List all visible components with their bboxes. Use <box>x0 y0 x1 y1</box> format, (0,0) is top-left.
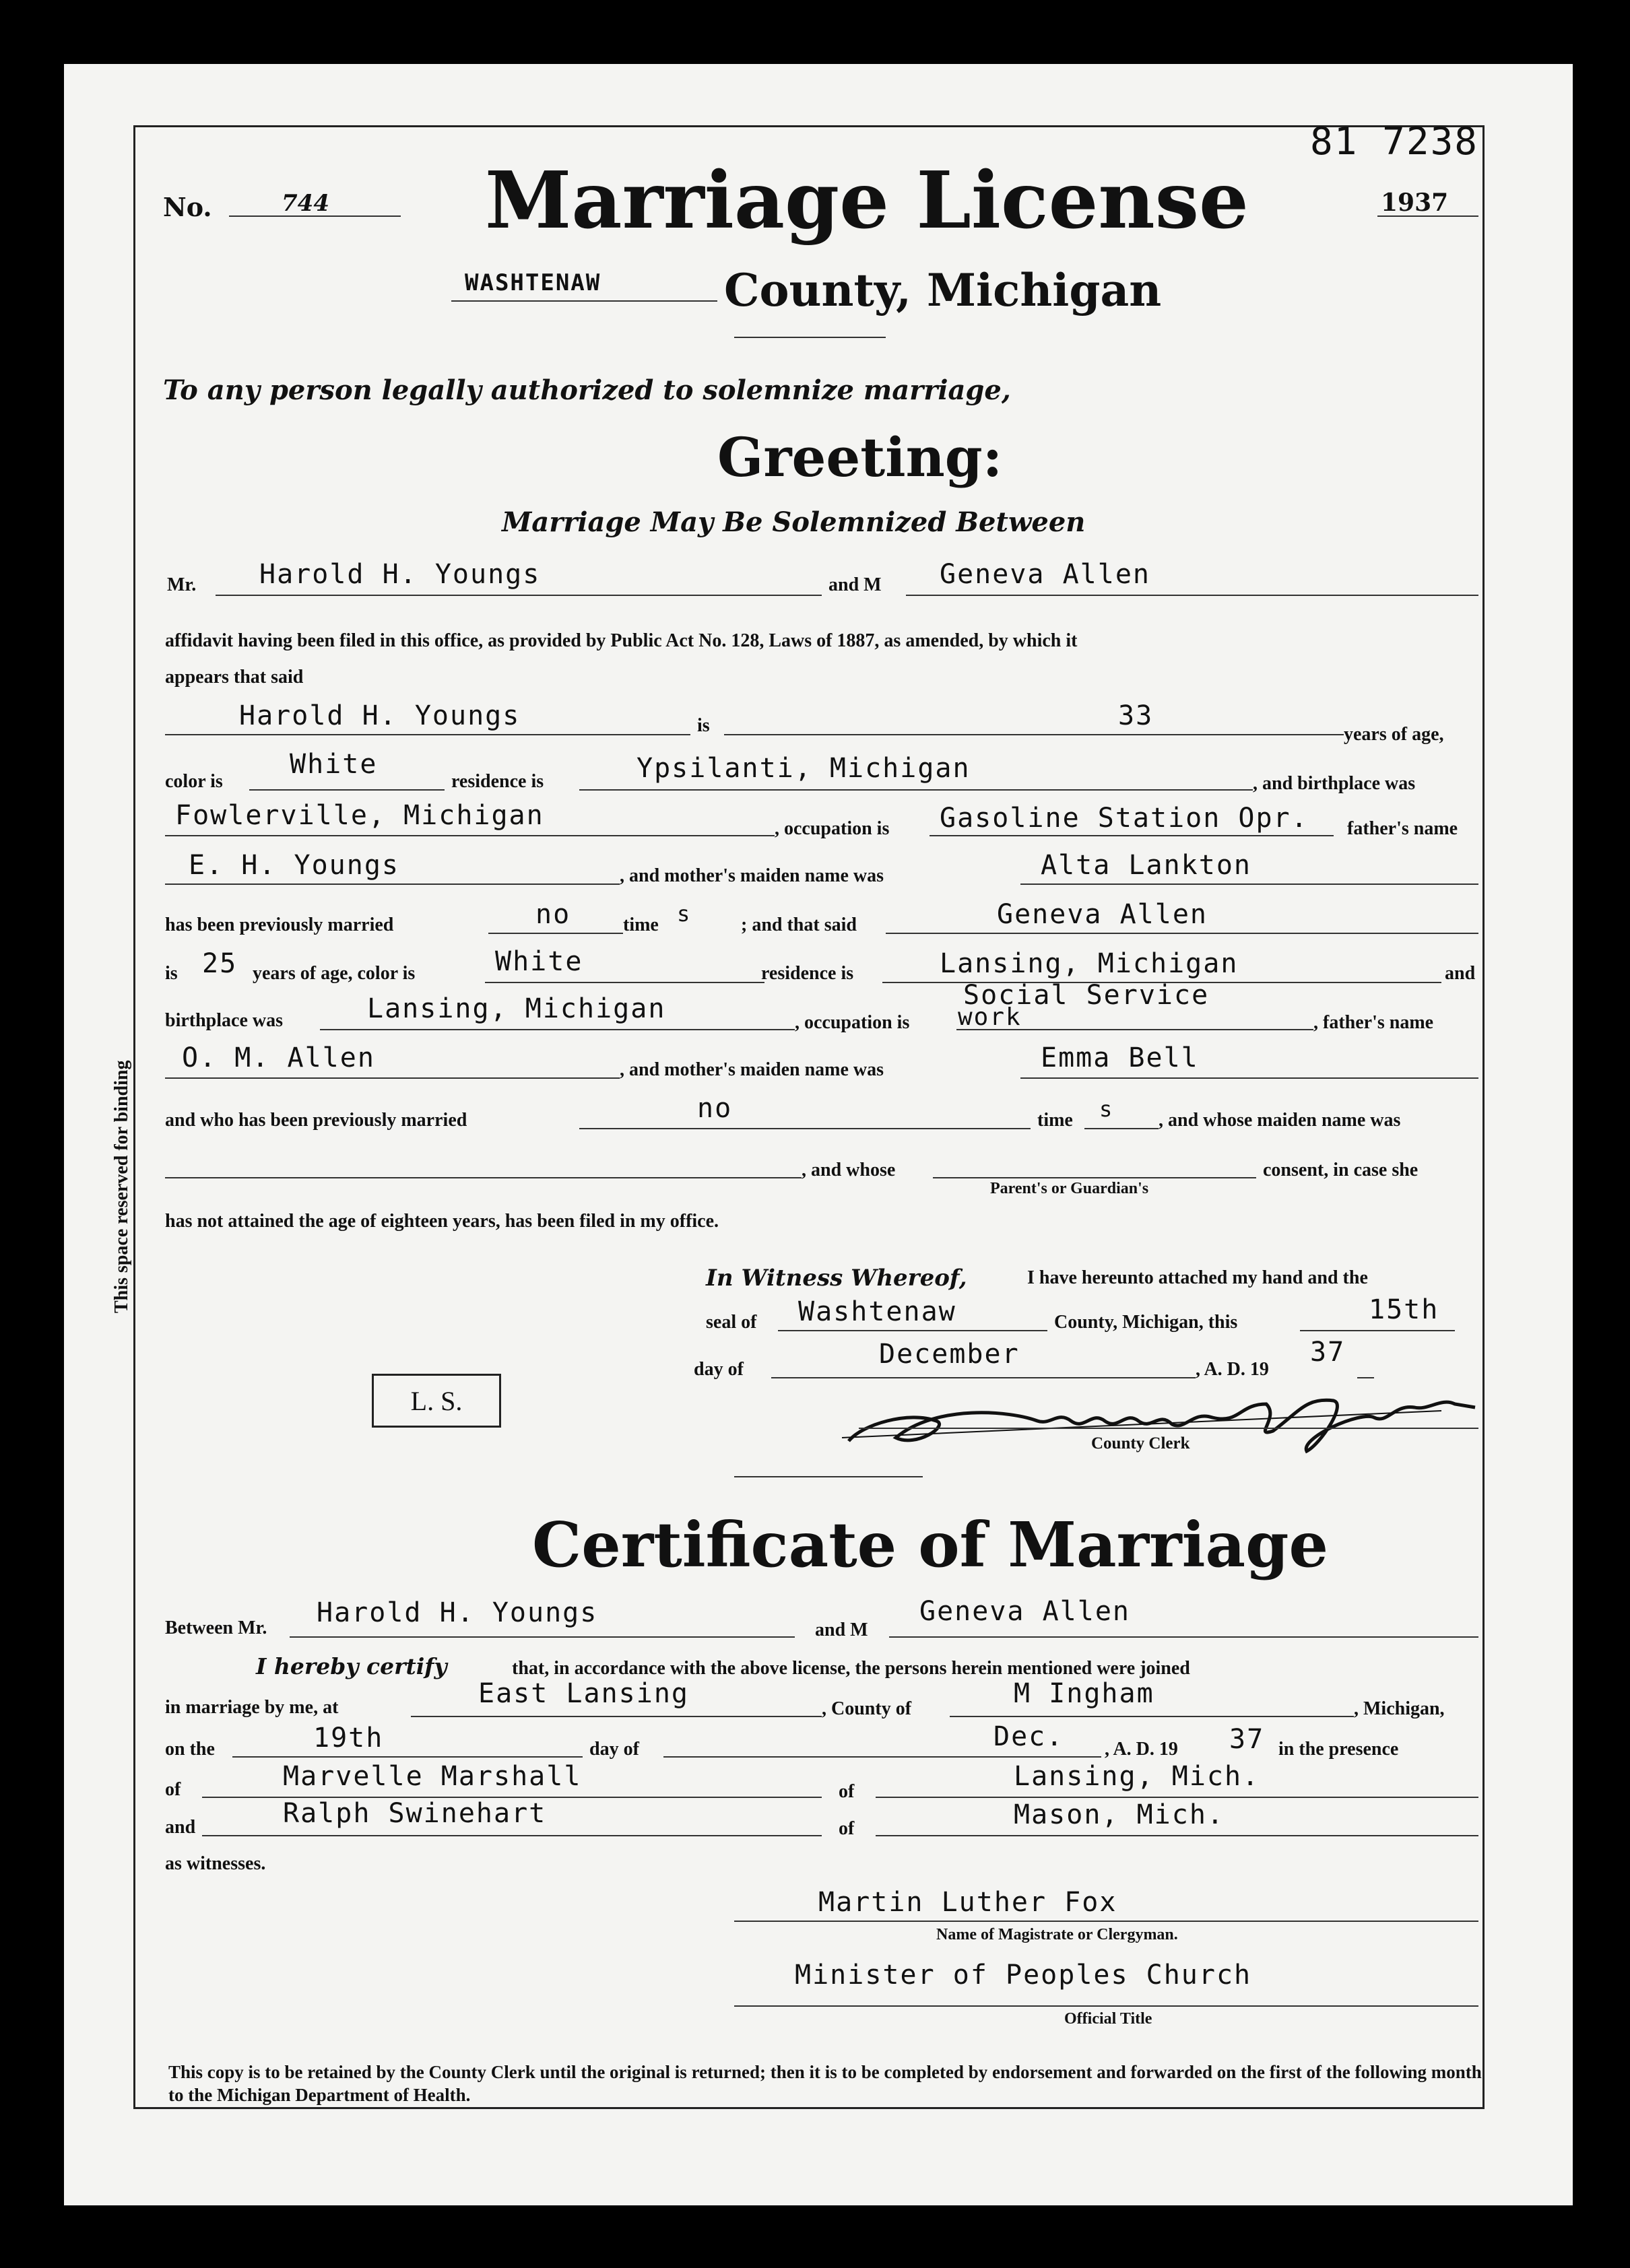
ls-label: L. S. <box>410 1385 463 1416</box>
official-title: Minister of Peoples Church <box>795 1960 1252 1991</box>
cert-place: East Lansing <box>478 1678 689 1709</box>
fathers-name-label: father's name <box>1347 818 1458 839</box>
in-presence-label: in the presence <box>1278 1739 1399 1760</box>
birthplace-label: birthplace was <box>165 1010 283 1031</box>
form-year: 1937 <box>1381 189 1449 217</box>
mr-label: Mr. <box>167 574 197 595</box>
occupation-is-label: , occupation is <box>775 818 890 839</box>
affidavit-text-2: appears that said <box>165 667 304 688</box>
groom-residence: Ypsilanti, Michigan <box>637 753 971 784</box>
as-witnesses-label: as witnesses. <box>165 1853 266 1874</box>
cert-day: 19th <box>313 1723 384 1754</box>
witness2-name: Ralph Swinehart <box>283 1798 547 1829</box>
mothers-maiden-label-2: , and mother's maiden name was <box>620 1059 884 1080</box>
parents-guardian-label: Parent's or Guardian's <box>990 1180 1149 1197</box>
bride-name-2: Geneva Allen <box>997 899 1208 930</box>
county-of-label: , County of <box>822 1698 912 1719</box>
bride-residence: Lansing, Michigan <box>940 948 1239 979</box>
bride-prev-married: no <box>697 1093 733 1124</box>
filing-number: 81 7238 <box>1310 120 1479 164</box>
time-label: time <box>623 914 659 935</box>
time-label-2: time <box>1037 1110 1073 1131</box>
greeting: Greeting: <box>717 426 1003 489</box>
official-title-label: Official Title <box>1064 2010 1152 2028</box>
cert-and-m-label: and M <box>815 1620 868 1640</box>
certificate-title: Certificate of Marriage <box>532 1508 1329 1581</box>
witness1-of: Lansing, Mich. <box>1014 1761 1260 1792</box>
officiant-name: Martin Luther Fox <box>818 1887 1117 1918</box>
bride-father: O. M. Allen <box>182 1042 375 1073</box>
county-label: County, Michigan <box>724 264 1162 316</box>
ad-label: , A. D. 19 <box>1196 1359 1269 1380</box>
no-label: No. <box>163 192 212 222</box>
day-of-label: day of <box>694 1359 744 1380</box>
who-prev-married-label: and who has been previously married <box>165 1110 467 1131</box>
of-label-2: of <box>839 1781 855 1802</box>
i-hereby-label: I hereby certify <box>256 1653 447 1679</box>
michigan-label: , Michigan, <box>1354 1698 1445 1719</box>
in-marriage-label: in marriage by me, at <box>165 1697 339 1718</box>
county-clerk-label: County Clerk <box>1091 1434 1190 1453</box>
bride-occupation-1: Social Service <box>963 980 1210 1011</box>
groom-times-suffix: s <box>677 901 692 927</box>
issuance-year: 37 <box>1310 1337 1346 1368</box>
witness-text: I have hereunto attached my hand and the <box>1027 1267 1368 1288</box>
cert-text: that, in accordance with the above license, the persons herein mentioned were joined <box>512 1658 1190 1679</box>
on-the-label: on the <box>165 1739 215 1760</box>
and-that-said-label: ; and that said <box>741 914 857 935</box>
bride-color: White <box>495 946 583 977</box>
day-of-label-2: day of <box>589 1739 639 1760</box>
groom-name: Harold H. Youngs <box>259 559 541 590</box>
consent-label: consent, in case she <box>1263 1160 1419 1180</box>
is-label-2: is <box>165 963 178 984</box>
bride-occupation-2: work <box>958 1003 1022 1031</box>
groom-birthplace: Fowlerville, Michigan <box>175 800 544 831</box>
cert-groom-name: Harold H. Youngs <box>317 1597 598 1628</box>
not-attained-text: has not attained the age of eighteen years, has been filed in my office. <box>165 1211 719 1232</box>
years-color-label: years of age, color is <box>253 963 416 984</box>
bride-times-suffix: s <box>1099 1096 1114 1122</box>
ad-label-2: , A. D. 19 <box>1105 1739 1178 1760</box>
groom-name-2: Harold H. Youngs <box>239 700 521 731</box>
cert-bride-name: Geneva Allen <box>919 1596 1130 1627</box>
cert-county: M Ingham <box>1014 1678 1154 1709</box>
cert-month: Dec. <box>993 1721 1064 1752</box>
binding-note: This space reserved for binding <box>111 1060 132 1313</box>
address-line: To any person legally authorized to solemnize marriage, <box>163 374 1011 406</box>
between-mr-label: Between Mr. <box>165 1617 267 1638</box>
witness2-of: Mason, Mich. <box>1014 1799 1225 1830</box>
issuance-day: 15th <box>1369 1294 1439 1325</box>
groom-mother: Alta Lankton <box>1041 850 1251 881</box>
and-whose-label: , and whose <box>802 1160 896 1180</box>
subheading: Marriage May Be Solemnized Between <box>502 506 1086 538</box>
groom-color: White <box>290 749 378 780</box>
issuance-county: Washtenaw <box>798 1296 956 1327</box>
color-is-label: color is <box>165 771 223 792</box>
residence-is-label: residence is <box>451 771 544 792</box>
occupation-is-label-2: , occupation is <box>795 1012 910 1033</box>
groom-prev-married: no <box>535 899 571 930</box>
magistrate-label: Name of Magistrate or Clergyman. <box>936 1926 1178 1943</box>
witness1-name: Marvelle Marshall <box>283 1761 582 1792</box>
footer-note: This copy is to be retained by the County Clerk until the original is returned; then it is to be completed by endorsement and forwarded on the first of the following month to the Michigan Department of Health. <box>168 2062 1482 2105</box>
bride-mother: Emma Bell <box>1041 1042 1199 1073</box>
mothers-maiden-label: , and mother's maiden name was <box>620 865 884 886</box>
license-number: 744 <box>282 190 329 217</box>
of-label: of <box>165 1779 181 1800</box>
in-witness-label: In Witness Whereof, <box>706 1265 967 1292</box>
issuance-month: December <box>879 1339 1020 1370</box>
fathers-name-label-2: , father's name <box>1313 1012 1434 1033</box>
affidavit-text: affidavit having been filed in this office, as provided by Public Act No. 128, Laws of 1887, as amended, by which it <box>165 630 1078 651</box>
form-title: Marriage License <box>485 155 1249 246</box>
and-label: and <box>1445 963 1476 984</box>
and-m-label: and M <box>828 574 882 595</box>
seal-of-label: seal of <box>706 1312 757 1333</box>
county-name: WASHTENAW <box>465 269 601 296</box>
whose-maiden-label: , and whose maiden name was <box>1159 1110 1401 1131</box>
is-label: is <box>697 715 710 736</box>
county-mich-this-label: County, Michigan, this <box>1054 1312 1238 1333</box>
bride-birthplace: Lansing, Michigan <box>367 993 666 1024</box>
of-label-3: of <box>839 1818 855 1839</box>
residence-is-label-2: residence is <box>761 963 854 984</box>
bride-name: Geneva Allen <box>940 559 1150 590</box>
prev-married-label: has been previously married <box>165 914 394 935</box>
and-label-2: and <box>165 1817 196 1838</box>
years-of-age-label: years of age, <box>1344 724 1444 745</box>
groom-occupation: Gasoline Station Opr. <box>940 803 1309 834</box>
bride-age: 25 <box>202 948 238 979</box>
ls-seal-box <box>372 1374 501 1428</box>
birthplace-was-label: , and birthplace was <box>1253 773 1416 794</box>
cert-year: 37 <box>1229 1724 1265 1755</box>
groom-age: 33 <box>1118 700 1154 731</box>
groom-father: E. H. Youngs <box>189 850 399 881</box>
